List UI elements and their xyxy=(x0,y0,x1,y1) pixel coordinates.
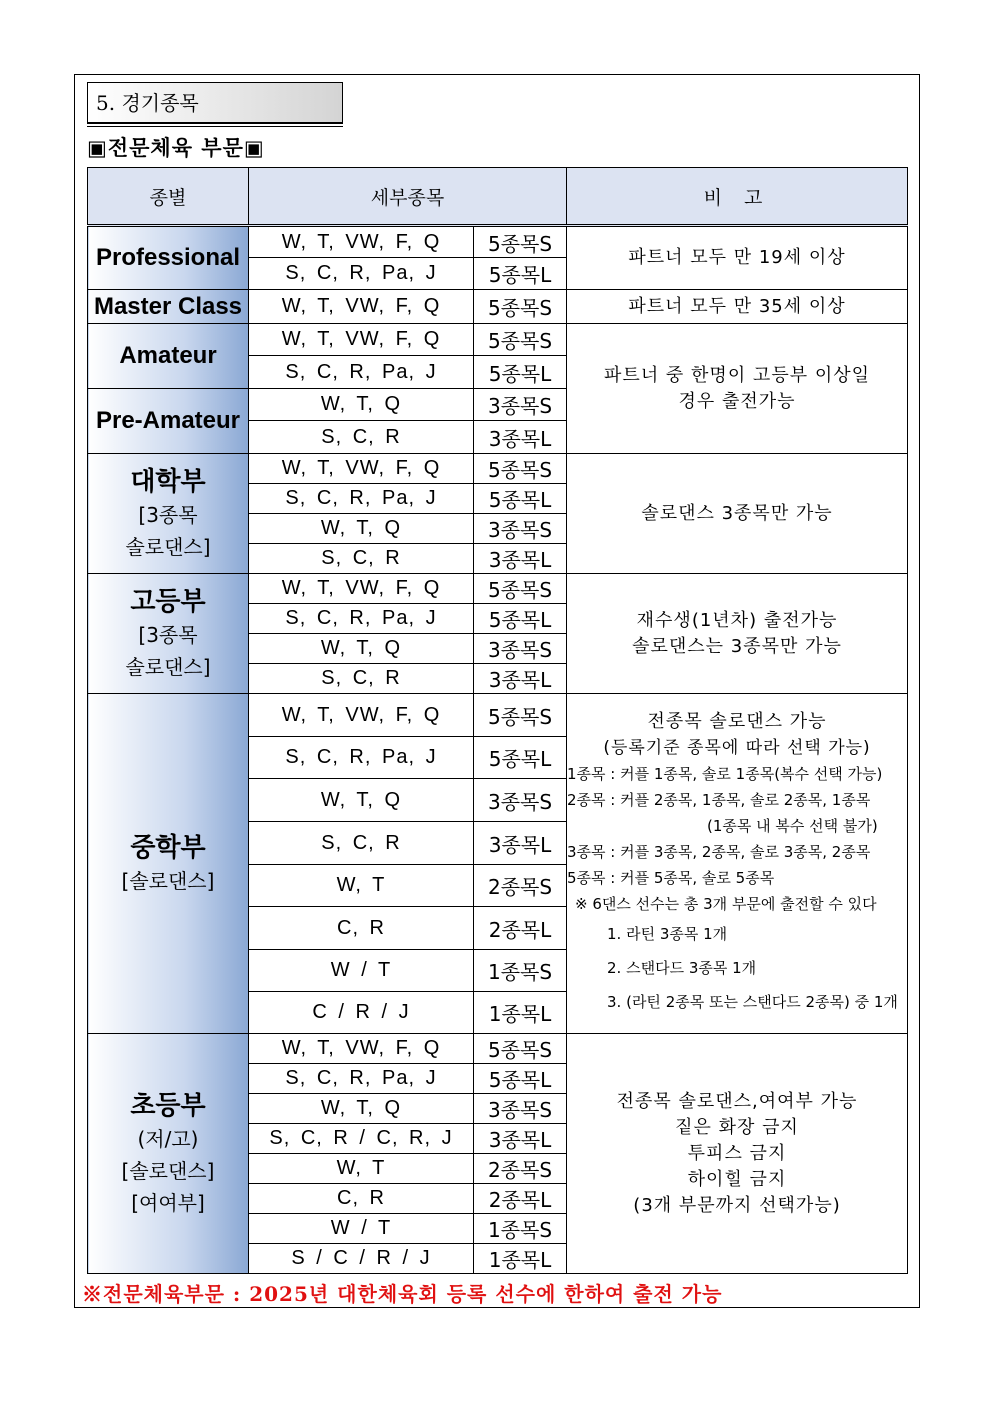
category-name: Professional xyxy=(95,244,241,271)
note-line: 1. 라틴 3종목 1개 xyxy=(607,924,728,943)
count-cell: 3종목S xyxy=(474,634,567,664)
category-sub: (저/고) xyxy=(137,1126,199,1151)
events-cell: W, T xyxy=(249,865,474,907)
subtitle: ▣전문체육 부문▣ xyxy=(87,136,265,160)
events-cell: W, T, Q xyxy=(249,1094,474,1124)
events-cell: S, C, R xyxy=(249,544,474,574)
count-cell: 3종목L xyxy=(474,544,567,574)
note-line: ※ 6댄스 선수는 총 3개 부문에 출전할 수 있다 xyxy=(575,894,877,913)
note-line: 파트너 모두 만 35세 이상 xyxy=(628,295,846,317)
note-line: 5종목 : 커플 5종목, 솔로 5종목 xyxy=(567,868,775,887)
category-name: 고등부 xyxy=(130,586,206,617)
count-cell: 1종목S xyxy=(474,950,567,992)
count-cell: 3종목S xyxy=(474,779,567,822)
count-cell: 3종목L xyxy=(474,421,567,454)
note-line: 2종목 : 커플 2종목, 1종목, 솔로 2종목, 1종목 xyxy=(567,790,871,809)
note-line: 하이힐 금지 xyxy=(687,1168,787,1190)
note-line: 재수생(1년차) 출전가능 xyxy=(636,609,838,631)
note-line: 파트너 중 한명이 고등부 이상일 xyxy=(604,364,870,386)
category-sub: 솔로댄스] xyxy=(125,654,211,679)
events-cell: W, T, Q xyxy=(249,389,474,421)
note-line: 솔로댄스 3종목만 가능 xyxy=(641,502,833,524)
count-cell: 5종목S xyxy=(474,290,567,324)
events-cell: W, T, VW, F, Q xyxy=(249,1034,474,1064)
count-cell: 5종목S xyxy=(474,324,567,356)
events-cell: S, C, R, Pa, J xyxy=(249,604,474,634)
category-cell xyxy=(88,226,249,290)
note-line: 짙은 화장 금지 xyxy=(675,1116,799,1138)
category-name: 대학부 xyxy=(130,466,206,497)
count-cell: 5종목L xyxy=(474,737,567,779)
category-cell xyxy=(88,324,249,389)
count-cell: 5종목S xyxy=(474,226,567,258)
count-cell: 3종목S xyxy=(474,389,567,421)
note-line: 솔로댄스는 3종목만 가능 xyxy=(632,635,842,657)
count-cell: 5종목S xyxy=(474,694,567,737)
notes-cell xyxy=(567,574,908,694)
notes-cell xyxy=(567,226,908,290)
count-cell: 3종목S xyxy=(474,514,567,544)
events-cell: W, T, VW, F, Q xyxy=(249,454,474,484)
count-cell: 5종목L xyxy=(474,356,567,389)
events-cell: W, T, VW, F, Q xyxy=(249,694,474,737)
events-cell: S, C, R, Pa, J xyxy=(249,484,474,514)
category-cell xyxy=(88,1034,249,1274)
count-cell: 2종목S xyxy=(474,865,567,907)
count-cell: 5종목L xyxy=(474,484,567,514)
category-cell xyxy=(88,389,249,454)
events-cell: S, C, R, Pa, J xyxy=(249,258,474,290)
category-cell xyxy=(88,290,249,324)
table-row xyxy=(88,574,908,604)
events-cell: W, T, VW, F, Q xyxy=(249,226,474,258)
category-sub: [솔로댄스] xyxy=(121,868,215,893)
category-sub: [솔로댄스] xyxy=(121,1158,215,1183)
count-cell: 5종목S xyxy=(474,454,567,484)
category-cell xyxy=(88,694,249,1034)
category-sub: [3종목 xyxy=(138,502,198,527)
notes-cell xyxy=(567,1034,908,1274)
note-line: (1종목 내 복수 선택 불가) xyxy=(707,816,878,835)
table-row xyxy=(88,290,908,324)
category-cell xyxy=(88,574,249,694)
count-cell: 2종목S xyxy=(474,1154,567,1184)
table-row xyxy=(88,694,908,737)
count-cell: 5종목S xyxy=(474,574,567,604)
events-cell: W, T, VW, F, Q xyxy=(249,324,474,356)
events-cell: S, C, R, Pa, J xyxy=(249,737,474,779)
events-cell: S, C, R, Pa, J xyxy=(249,356,474,389)
notes-cell xyxy=(567,324,908,454)
note-line: 파트너 모두 만 19세 이상 xyxy=(628,247,846,268)
note-line: 경우 출전가능 xyxy=(678,390,796,412)
count-cell: 1종목L xyxy=(474,1244,567,1274)
count-cell: 3종목L xyxy=(474,822,567,865)
events-cell: W, T xyxy=(249,1154,474,1184)
note-line: 2. 스탠다드 3종목 1개 xyxy=(607,958,757,977)
events-cell: S, C, R xyxy=(249,664,474,694)
notes-cell xyxy=(567,694,908,1034)
note-line: (3개 부문까지 선택가능) xyxy=(633,1194,841,1216)
events-table xyxy=(87,167,908,1274)
table-row xyxy=(88,226,908,258)
category-name: Amateur xyxy=(119,342,217,369)
events-cell: W, T, VW, F, Q xyxy=(249,574,474,604)
table-row xyxy=(88,1034,908,1064)
section-title: 5. 경기종목 xyxy=(87,82,343,124)
events-cell: W, T, VW, F, Q xyxy=(249,290,474,324)
footer-note: ※전문체육부문 : 2025년 대한체육회 등록 선수에 한하여 출전 가능 xyxy=(82,1282,723,1306)
count-cell: 2종목L xyxy=(474,1184,567,1214)
header-category: 종별 xyxy=(88,168,249,226)
header-notes: 비 고 xyxy=(567,168,908,226)
category-sub: [3종목 xyxy=(138,622,198,647)
count-cell: 2종목L xyxy=(474,907,567,950)
events-cell: C / R / J xyxy=(249,992,474,1034)
note-line: 3. (라틴 2종목 또는 스탠다드 2종목) 중 1개 xyxy=(607,992,898,1011)
events-cell: C, R xyxy=(249,907,474,950)
events-cell: S, C, R xyxy=(249,421,474,454)
count-cell: 5종목L xyxy=(474,604,567,634)
category-sub: [여여부] xyxy=(131,1190,205,1215)
note-line: (등록기준 종목에 따라 선택 가능) xyxy=(603,737,871,758)
category-sub: 솔로댄스] xyxy=(125,534,211,559)
events-cell: S / C / R / J xyxy=(249,1244,474,1274)
table-row xyxy=(88,454,908,484)
count-cell: 5종목L xyxy=(474,1064,567,1094)
count-cell: 1종목L xyxy=(474,992,567,1034)
count-cell: 5종목S xyxy=(474,1034,567,1064)
category-cell xyxy=(88,454,249,574)
note-line: 전종목 솔로댄스,여여부 가능 xyxy=(616,1090,858,1112)
events-cell: W / T xyxy=(249,950,474,992)
category-name: 초등부 xyxy=(130,1090,206,1121)
count-cell: 3종목L xyxy=(474,664,567,694)
events-cell: S, C, R, Pa, J xyxy=(249,1064,474,1094)
events-cell: W / T xyxy=(249,1214,474,1244)
category-name: 중학부 xyxy=(130,832,206,863)
events-cell: S, C, R / C, R, J xyxy=(249,1124,474,1154)
events-cell: W, T, Q xyxy=(249,779,474,822)
table-row xyxy=(88,324,908,356)
category-name: Pre-Amateur xyxy=(95,407,241,434)
count-cell: 3종목L xyxy=(474,1124,567,1154)
category-name: Master Class xyxy=(93,292,243,320)
events-cell: W, T, Q xyxy=(249,634,474,664)
note-line: 3종목 : 커플 3종목, 2종목, 솔로 3종목, 2종목 xyxy=(567,842,871,861)
count-cell: 5종목L xyxy=(474,258,567,290)
count-cell: 3종목S xyxy=(474,1094,567,1124)
header-events: 세부종목 xyxy=(249,168,567,226)
events-cell: C, R xyxy=(249,1184,474,1214)
note-line: 1종목 : 커플 1종목, 솔로 1종목(복수 선택 가능) xyxy=(567,764,883,783)
note-line: 투피스 금지 xyxy=(687,1142,787,1164)
table-header xyxy=(88,168,908,226)
note-line: 전종목 솔로댄스 가능 xyxy=(647,710,827,732)
notes-cell xyxy=(567,454,908,574)
events-cell: W, T, Q xyxy=(249,514,474,544)
notes-cell xyxy=(567,290,908,324)
count-cell: 1종목S xyxy=(474,1214,567,1244)
events-cell: S, C, R xyxy=(249,822,474,865)
